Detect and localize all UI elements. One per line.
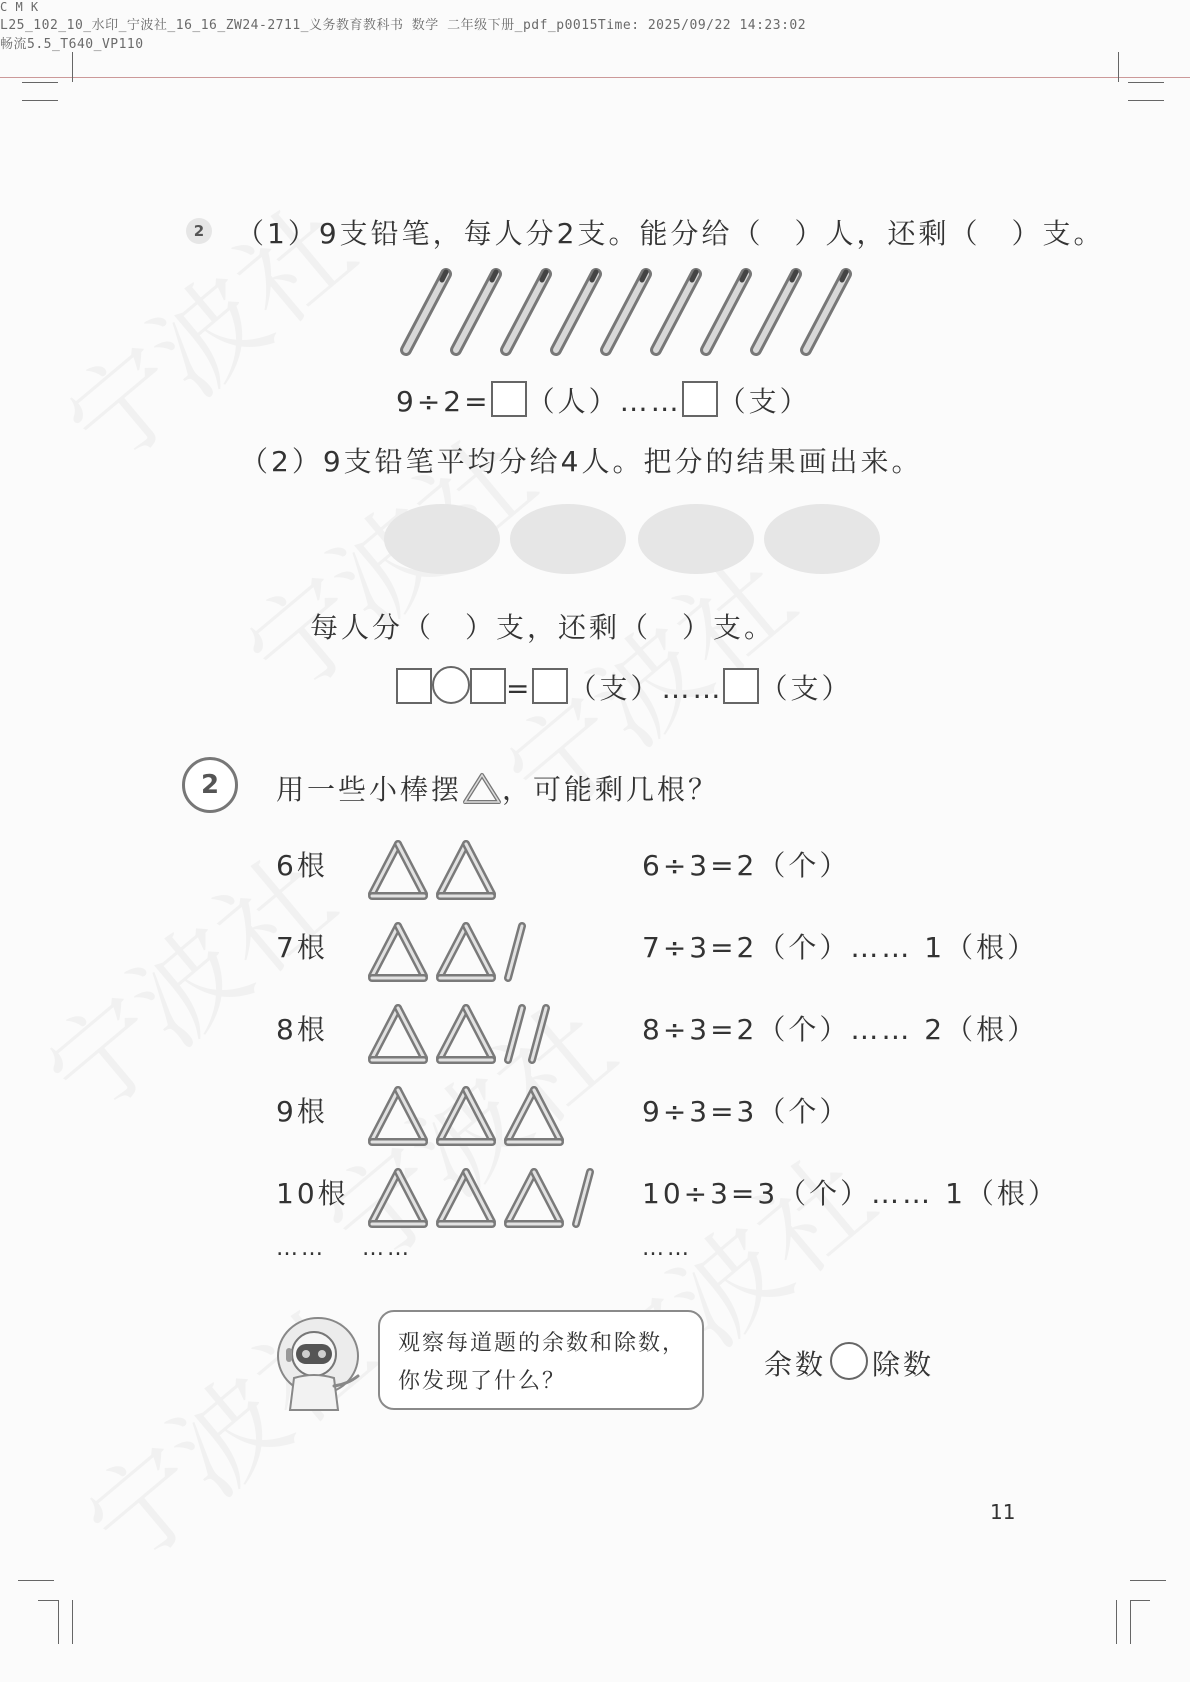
part2-question: （2）9支铅笔平均分给4人。把分的结果画出来。 [240, 445, 923, 478]
watermark [48, 1262, 402, 1595]
pencil-icon [556, 272, 596, 350]
part2-answer-line: 每人分（ ）支，还剩（ ）支。 [310, 611, 776, 644]
footer-file-info: 畅流5.5_T640_VP110 [0, 37, 144, 52]
triangle-icon [462, 771, 502, 805]
exercise-b-question [276, 768, 719, 808]
robot-mascot-icon [272, 1314, 368, 1414]
sticks-drawing [362, 1002, 602, 1066]
sticks-drawing [362, 1166, 602, 1230]
stick-triangle [508, 1090, 560, 1142]
part1-equation [396, 380, 811, 420]
eq-equals: = [506, 672, 533, 705]
crop-mark [72, 52, 73, 82]
compare-circle[interactable] [830, 1342, 868, 1380]
ellipsis-label: …… [276, 1236, 326, 1261]
sticks-drawing [362, 920, 602, 984]
part1-question: （1）9支铅笔，每人分2支。能分给（ ）人，还剩（ ）支。 [236, 217, 1105, 250]
page-number: 11 [990, 1500, 1016, 1524]
stick-triangle [440, 1090, 492, 1142]
quotient-box[interactable] [532, 668, 568, 704]
quotient-answer-box[interactable] [491, 381, 527, 417]
equation-prefix: 9÷2= [396, 385, 491, 418]
crop-mark [1116, 1600, 1117, 1644]
plate[interactable] [638, 504, 754, 574]
stick-count-label: 7根 [276, 931, 328, 964]
pencil-icon [456, 272, 496, 350]
sticks-drawing [362, 838, 602, 902]
exercise-number-badge: 2 [186, 218, 212, 244]
crop-mark [18, 1580, 54, 1581]
loose-stick [576, 1172, 590, 1224]
unit-pencil: （支） [717, 385, 811, 418]
division-equation: 9÷3=3（个） [642, 1095, 851, 1128]
stick-triangle [372, 844, 424, 896]
comparison [764, 1342, 934, 1383]
ellipsis-equation: …… [642, 1236, 692, 1261]
speech-bubble [378, 1310, 704, 1410]
crop-mark [1128, 100, 1164, 101]
stick-triangle [372, 1008, 424, 1060]
pencils-illustration [396, 268, 866, 358]
crop-mark [1128, 82, 1164, 83]
plate[interactable] [510, 504, 626, 574]
stick-triangle [440, 1172, 492, 1224]
remainder-answer-box[interactable] [682, 381, 718, 417]
crop-mark [22, 100, 58, 101]
crop-mark [1130, 1600, 1131, 1644]
crop-mark [72, 1600, 73, 1644]
stick-count-label: 8根 [276, 1013, 328, 1046]
speech-line-1: 观察每道题的余数和除数， [398, 1331, 687, 1356]
pencil-icon [656, 272, 696, 350]
compare-left: 余数 [764, 1348, 827, 1381]
ellipsis-sticks: …… [362, 1236, 412, 1261]
pencil-icon [606, 272, 646, 350]
print-marks: C M K [0, 0, 39, 14]
crop-mark [1130, 1600, 1150, 1601]
stick-count-label: 9根 [276, 1095, 328, 1128]
question-after: ，可能剩几根？ [502, 773, 720, 806]
pencil-icon [806, 272, 846, 350]
pencil-icon [706, 272, 746, 350]
part2-equation [396, 666, 853, 707]
stick-triangle [372, 1090, 424, 1142]
stick-triangle [440, 844, 492, 896]
division-equation: 10÷3=3（个）…… 1（根） [642, 1177, 1059, 1210]
division-equation: 8÷3=2（个）…… 2（根） [642, 1013, 1039, 1046]
exercise-number-badge-large: 2 [182, 757, 238, 813]
divisor-box[interactable] [470, 668, 506, 704]
question-before: 用一些小棒摆 [276, 773, 463, 806]
pencil-icon [506, 272, 546, 350]
loose-stick [532, 1008, 546, 1060]
sticks-drawing [362, 1084, 602, 1148]
division-equation: 7÷3=2（个）…… 1（根） [642, 931, 1039, 964]
plate[interactable] [764, 504, 880, 574]
pencil-icon [406, 272, 446, 350]
operator-circle[interactable] [432, 666, 470, 704]
stick-triangle [372, 926, 424, 978]
unit-person: （人）…… [526, 385, 682, 418]
loose-stick [508, 1008, 522, 1060]
header-rule [0, 77, 1190, 78]
stick-count-label: 6根 [276, 849, 328, 882]
crop-mark [58, 1600, 59, 1644]
speech-line-2: 你发现了什么？ [398, 1369, 567, 1394]
stick-triangle [440, 926, 492, 978]
stick-triangle [372, 1172, 424, 1224]
remainder-box[interactable] [723, 668, 759, 704]
header-file-info: L25_102_10_水印_宁波社_16_16_ZW24-2711_义务教育教科书 数学 二年级下册_pdf_p0015Time: 2025/09/22 14:23:02 [0, 18, 807, 33]
stick-count-label: 10根 [276, 1177, 349, 1210]
crop-mark [22, 82, 58, 83]
stick-triangle [508, 1172, 560, 1224]
eq-unit1: （支）…… [568, 672, 724, 705]
pencil-icon [756, 272, 796, 350]
dividend-box[interactable] [396, 668, 432, 704]
crop-mark [1130, 1580, 1166, 1581]
plate[interactable] [384, 504, 500, 574]
eq-unit2: （支） [759, 672, 853, 705]
stick-triangle [440, 1008, 492, 1060]
crop-mark [38, 1600, 58, 1601]
compare-right: 除数 [872, 1348, 935, 1381]
crop-mark [1118, 52, 1119, 82]
division-equation: 6÷3=2（个） [642, 849, 851, 882]
loose-stick [508, 926, 522, 978]
